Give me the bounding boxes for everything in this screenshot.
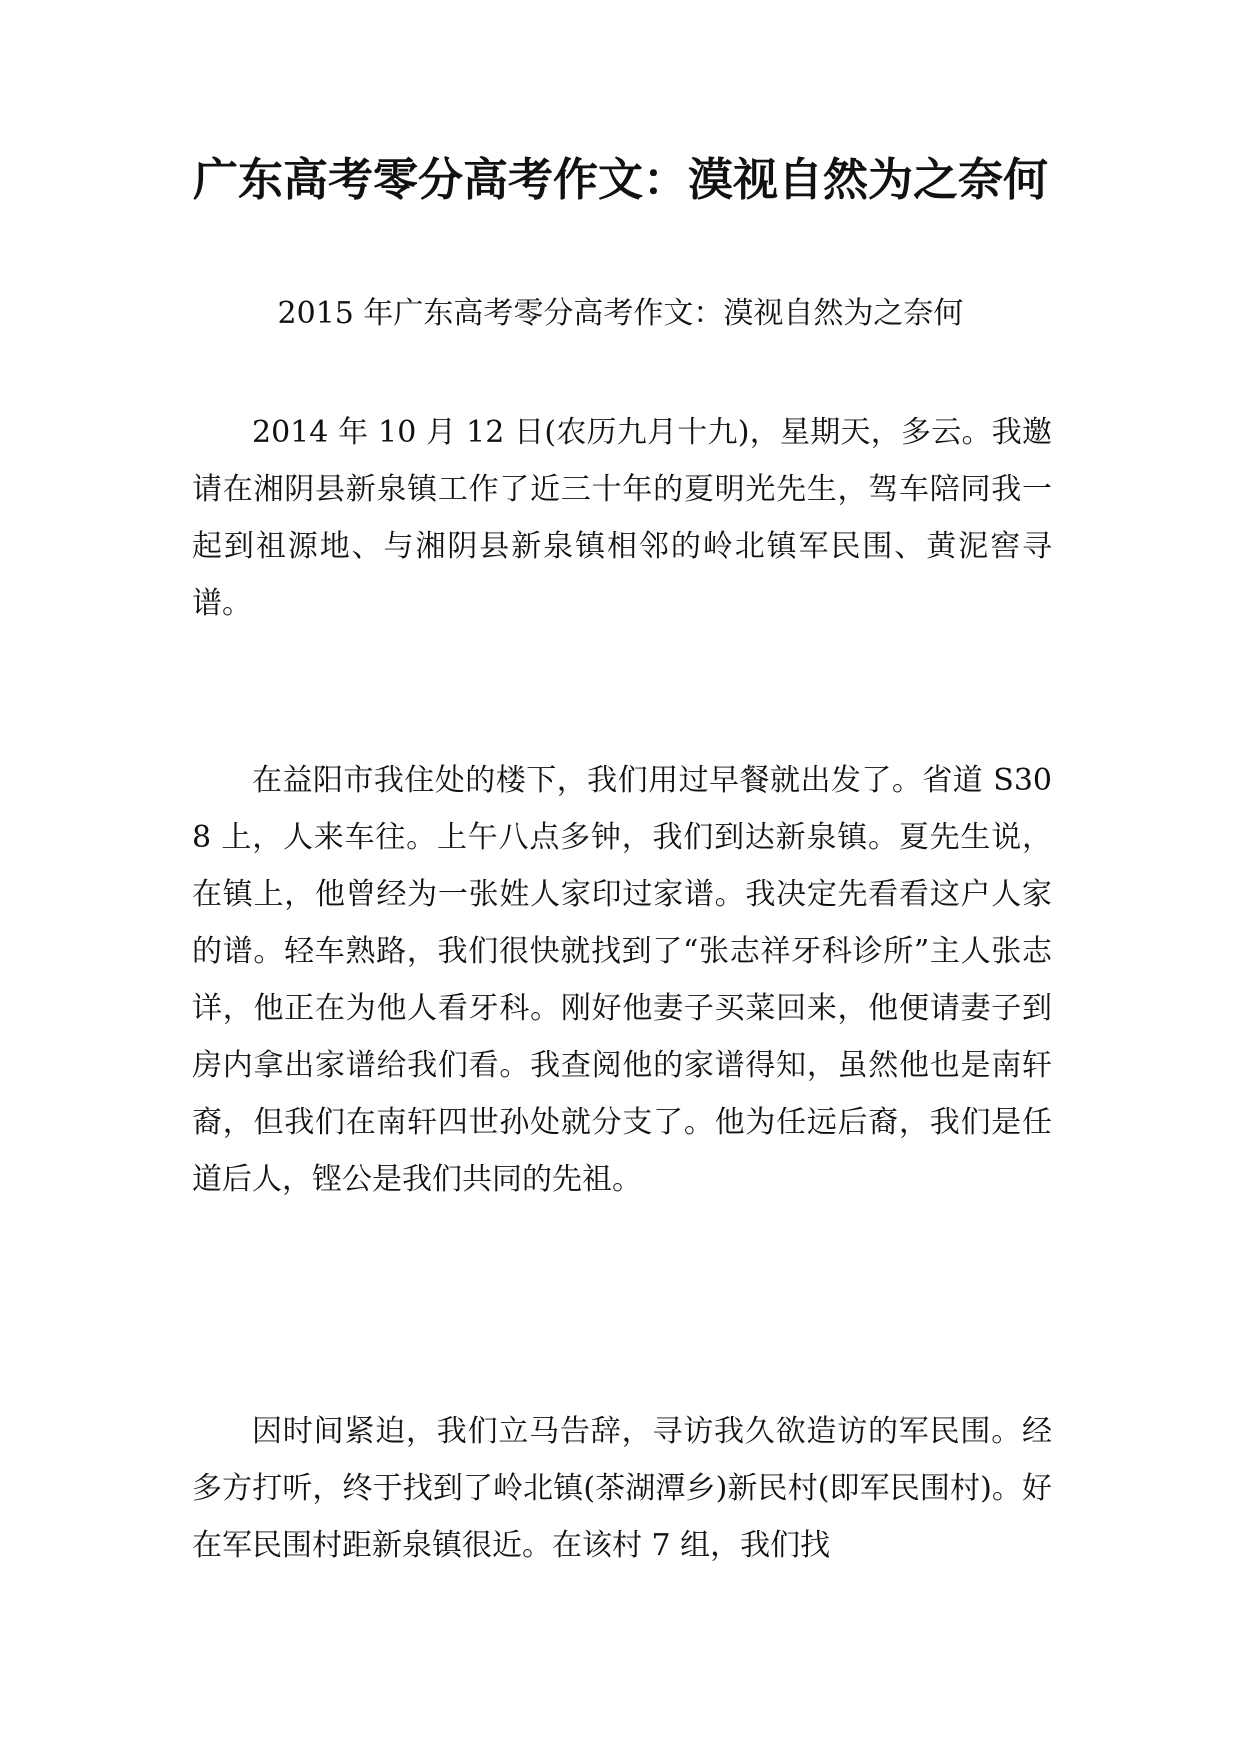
document-subtitle: 2015 年广东高考零分高考作文：漠视自然为之奈何 [277,296,964,331]
body-paragraph: 因时间紧迫，我们立马告辞，寻访我久欲造访的军民围。经多方打听，终于找到了岭北镇(茶湖潭乡)新民村(即军民围村)。好在军民围村距新泉镇很近。在该村 7 组，我们找 [192,1414,1052,1563]
document-title: 广东高考零分高考作文：漠视自然为之奈何 [192,153,1048,206]
body-paragraph: 在益阳市我住处的楼下，我们用过早餐就出发了。省道 S308 上，人来车往。上午八点多钟，我们到达新泉镇。夏先生说，在镇上，他曾经为一张姓人家印过家谱。我决定先看看这户人家的谱。轻车熟路，我们很快就找到了“张志祥牙科诊所”主人张志详，他正在为他人看牙科。刚好他妻子买菜回来，他便请妻子到房内拿出家谱给我们看。我查阅他的家谱得知，虽然他也是南轩裔，但我们在南轩四世孙处就分支了。他为任远后裔，我们是任道后人，铿公是我们共同的先祖。 [192,763,1052,1197]
body-paragraph: 2014 年 10 月 12 日(农历九月十九)，星期天，多云。我邀请在湘阴县新泉镇工作了近三十年的夏明光先生，驾车陪同我一起到祖源地、与湘阴县新泉镇相邻的岭北镇军民围、黄泥窖寻谱。 [192,415,1052,621]
